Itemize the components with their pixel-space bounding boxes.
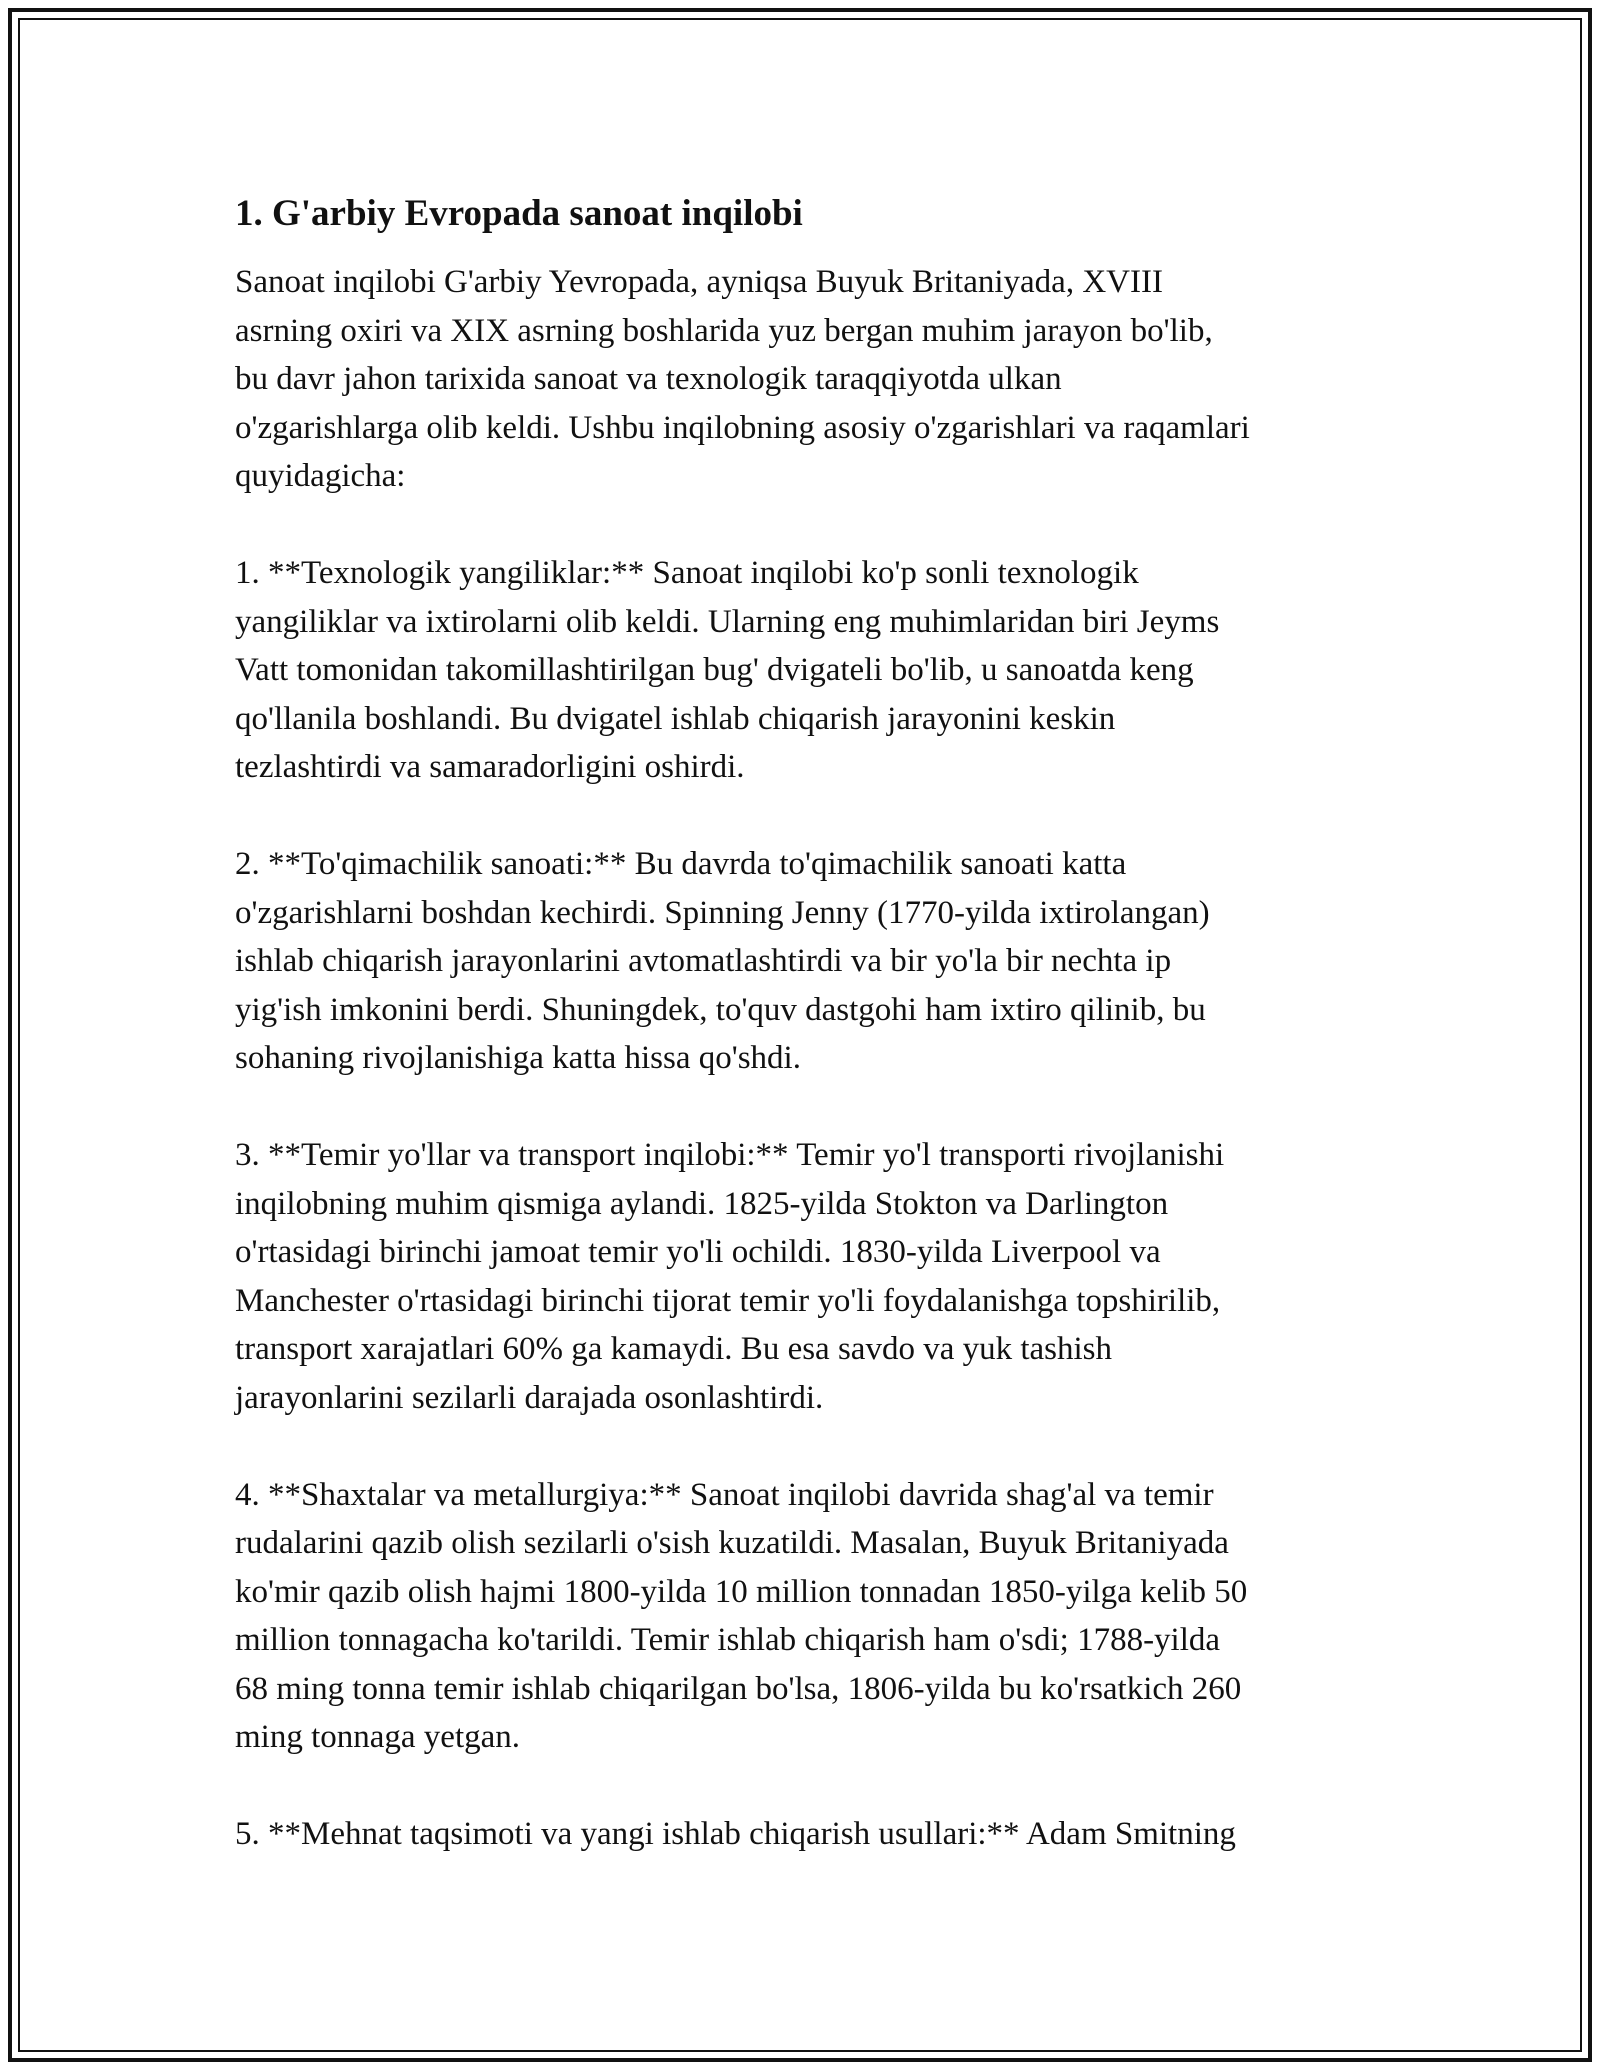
list-item-temir-yollar: 3. **Temir yo'llar va transport inqilobi:** Temir yo'l transporti rivojlanishi inqilobning muhim qismiga aylandi. 1825-yilda Stokton va Darlington o'rtasidagi birinchi jamoat temir yo'li ochildi. 1830-yilda Liverpool va Manchester o'rtasidagi birinchi tijorat temir yo'li foydalanishga topshirilib, transport xarajatlari 60% ga kamaydi. Bu esa savdo va yuk tashish jarayonlarini sezilarli darajada osonlashtirdi. [235,1137,1225,1416]
intro-paragraph: Sanoat inqilobi G'arbiy Yevropada, ayniqsa Buyuk Britaniyada, XVIII asrning oxiri va XIX asrning boshlarida yuz bergan muhim jarayon bo'lib, bu davr jahon tarixida sanoat va texnologik taraqqiyotda ulkan o'zgarishlarga olib keldi. Ushbu inqilobning asosiy o'zgarishlari va raqamlari quyidagicha: [235,264,1250,494]
list-item-mehnat-taqsimoti: 5. **Mehnat taqsimoti va yangi ishlab chiqarish usullari:** Adam Smitning [235,1816,1236,1852]
list-item-toqimachilik: 2. **To'qimachilik sanoati:** Bu davrda to'qimachilik sanoati katta o'zgarishlarni boshdan kechirdi. Spinning Jenny (1770-yilda ixtirolangan) ishlab chiqarish jarayonlarini avtomatlashtirdi va bir yo'la bir nechta ip yig'ish imkonini berdi. Shuningdek, to'quv dastgohi ham ixtiro qilinib, bu sohaning rivojlanishiga katta hissa qo'shdi. [235,846,1210,1076]
document-body [235,186,1375,1907]
document-title: 1. G'arbiy Evropada sanoat inqilobi [235,193,803,234]
list-item-texnologik: 1. **Texnologik yangiliklar:** Sanoat inqilobi ko'p sonli texnologik yangiliklar va ixtirolarni olib keldi. Ularning eng muhimlaridan biri Jeyms Vatt tomonidan takomillashtirilgan bug' dvigateli bo'lib, u sanoatda keng qo'llanila boshlandi. Bu dvigatel ishlab chiqarish jarayonini keskin tezlashtirdi va samaradorligini oshirdi. [235,555,1220,785]
list-item-shaxtalar: 4. **Shaxtalar va metallurgiya:** Sanoat inqilobi davrida shag'al va temir rudalarini qazib olish sezilarli o'sish kuzatildi. Masalan, Buyuk Britaniyada ko'mir qazib olish hajmi 1800-yilda 10 million tonnadan 1850-yilga kelib 50 million tonnagacha ko'tarildi. Temir ishlab chiqarish ham o'sdi; 1788-yilda 68 ming tonna temir ishlab chiqarilgan bo'lsa, 1806-yilda bu ko'rsatkich 260 ming tonnaga yetgan. [235,1476,1248,1755]
